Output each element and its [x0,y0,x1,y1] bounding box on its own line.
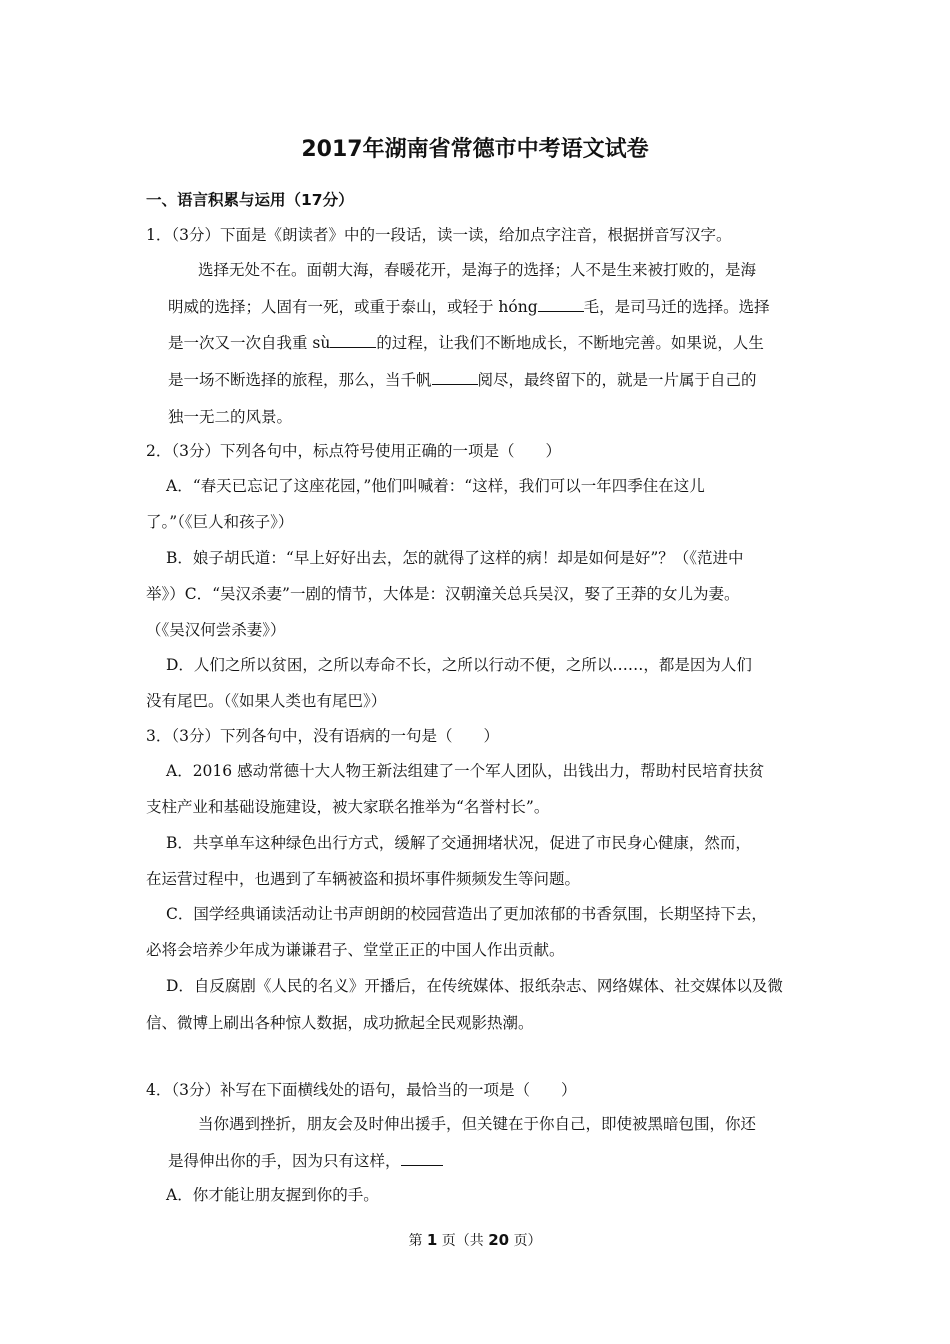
q1-passage-text: 的过程，让我们不断地成长，不断地完善。如果说，人生 [376,334,764,352]
q1-passage-text: 阅尽，最终留下的，就是一片属于自己的 [477,371,757,389]
q3-option-b-cont: 在运营过程中，也遇到了车辆被盗和损坏事件频频发生等问题。 [146,870,581,888]
q2-option-a-cont: 了。”（《巨人和孩子》） [146,513,294,531]
q3-option-a: A．2016 感动常德十大人物王新法组建了一个军人团队，出钱出力，帮助村民培育扶贫 [166,762,765,780]
q4-option-a: A．你才能让朋友握到你的手。 [166,1186,379,1204]
q1-passage-line: 选择无处不在。面朝大海，春暖花开，是海子的选择；人不是生来被打败的，是海 [198,261,757,279]
footer-text: 页） [513,1233,542,1249]
fill-blank[interactable] [401,1151,443,1166]
q3-option-c: C．国学经典诵读活动让书声朗朗的校园营造出了更加浓郁的书香氛围，长期坚持下去， [166,905,767,923]
q4-stem: 4．（3分）补写在下面横线处的语句，最恰当的一项是（ ） [146,1081,577,1099]
q4-passage-text: 是得伸出你的手，因为只有这样， [168,1152,401,1170]
q3-stem: 3．（3分）下列各句中，没有语病的一句是（ ） [146,727,499,745]
q2-option-a: A．“春天已忘记了这座花园，”他们叫喊着：“这样，我们可以一年四季住在这儿 [166,477,705,495]
q1-stem: 1．（3分）下面是《朗读者》中的一段话，读一读，给加点字注音，根据拼音写汉字。 [146,226,732,244]
fill-blank[interactable] [330,333,376,348]
q1-passage-text: 毛，是司马迁的选择。选择 [583,298,770,316]
footer-text: 第 [408,1233,423,1249]
section-heading: 一、语言积累与运用（17分） [146,191,354,209]
q1-passage-text: 是一次又一次自我重 sù [168,334,331,352]
q1-passage-line [168,370,757,390]
q3-option-d-cont: 信、微博上刷出各种惊人数据，成功掀起全民观影热潮。 [146,1014,534,1032]
q1-passage-line [168,333,764,353]
q1-passage-text: 明威的选择；人固有一死，或重于泰山，或轻于 hóng [168,298,538,316]
q1-passage-text: 是一场不断选择的旅程，那么，当千帆 [168,371,432,389]
page-total: 20 [488,1231,510,1249]
q1-passage-line [168,297,770,317]
page-footer [0,1230,950,1250]
q2-option-b: B．娘子胡氏道：“早上好好出去，怎的就得了这样的病！却是如何是好”？（《范进中 [166,549,744,567]
page-title: 2017年湖南省常德市中考语文试卷 [301,137,649,162]
q2-option-d-cont: 没有尾巴。（《如果人类也有尾巴》） [146,692,387,710]
fill-blank[interactable] [432,370,478,385]
q3-option-c-cont: 必将会培养少年成为谦谦君子、堂堂正正的中国人作出贡献。 [146,941,565,959]
page-number: 1 [426,1231,438,1249]
q3-option-d: D．自反腐剧《人民的名义》开播后，在传统媒体、报纸杂志、网络媒体、社交媒体以及微 [166,977,783,995]
q4-passage-line: 当你遇到挫折，朋友会及时伸出援手，但关键在于你自己，即使被黑暗包围，你还 [198,1115,757,1133]
q1-passage-line: 独一无二的风景。 [168,408,293,426]
q4-passage-line [168,1151,443,1171]
q2-option-c-cont: （《吴汉何尝杀妻》） [146,621,286,639]
q2-option-b-cont: 举》）C．“吴汉杀妻”一剧的情节，大体是：汉朝潼关总兵吴汉，娶了王莽的女儿为妻。 [146,585,740,603]
q2-stem: 2．（3分）下列各句中，标点符号使用正确的一项是（ ） [146,442,561,460]
q3-option-b: B．共享单车这种绿色出行方式，缓解了交通拥堵状况，促进了市民身心健康，然而， [166,834,751,852]
footer-text: 页（共 [441,1233,484,1249]
fill-blank[interactable] [538,297,584,312]
q2-option-d: D．人们之所以贫困，之所以寿命不长，之所以行动不便，之所以……，都是因为人们 [166,656,752,674]
q3-option-a-cont: 支柱产业和基础设施建设，被大家联名推举为“名誉村长”。 [146,798,550,816]
